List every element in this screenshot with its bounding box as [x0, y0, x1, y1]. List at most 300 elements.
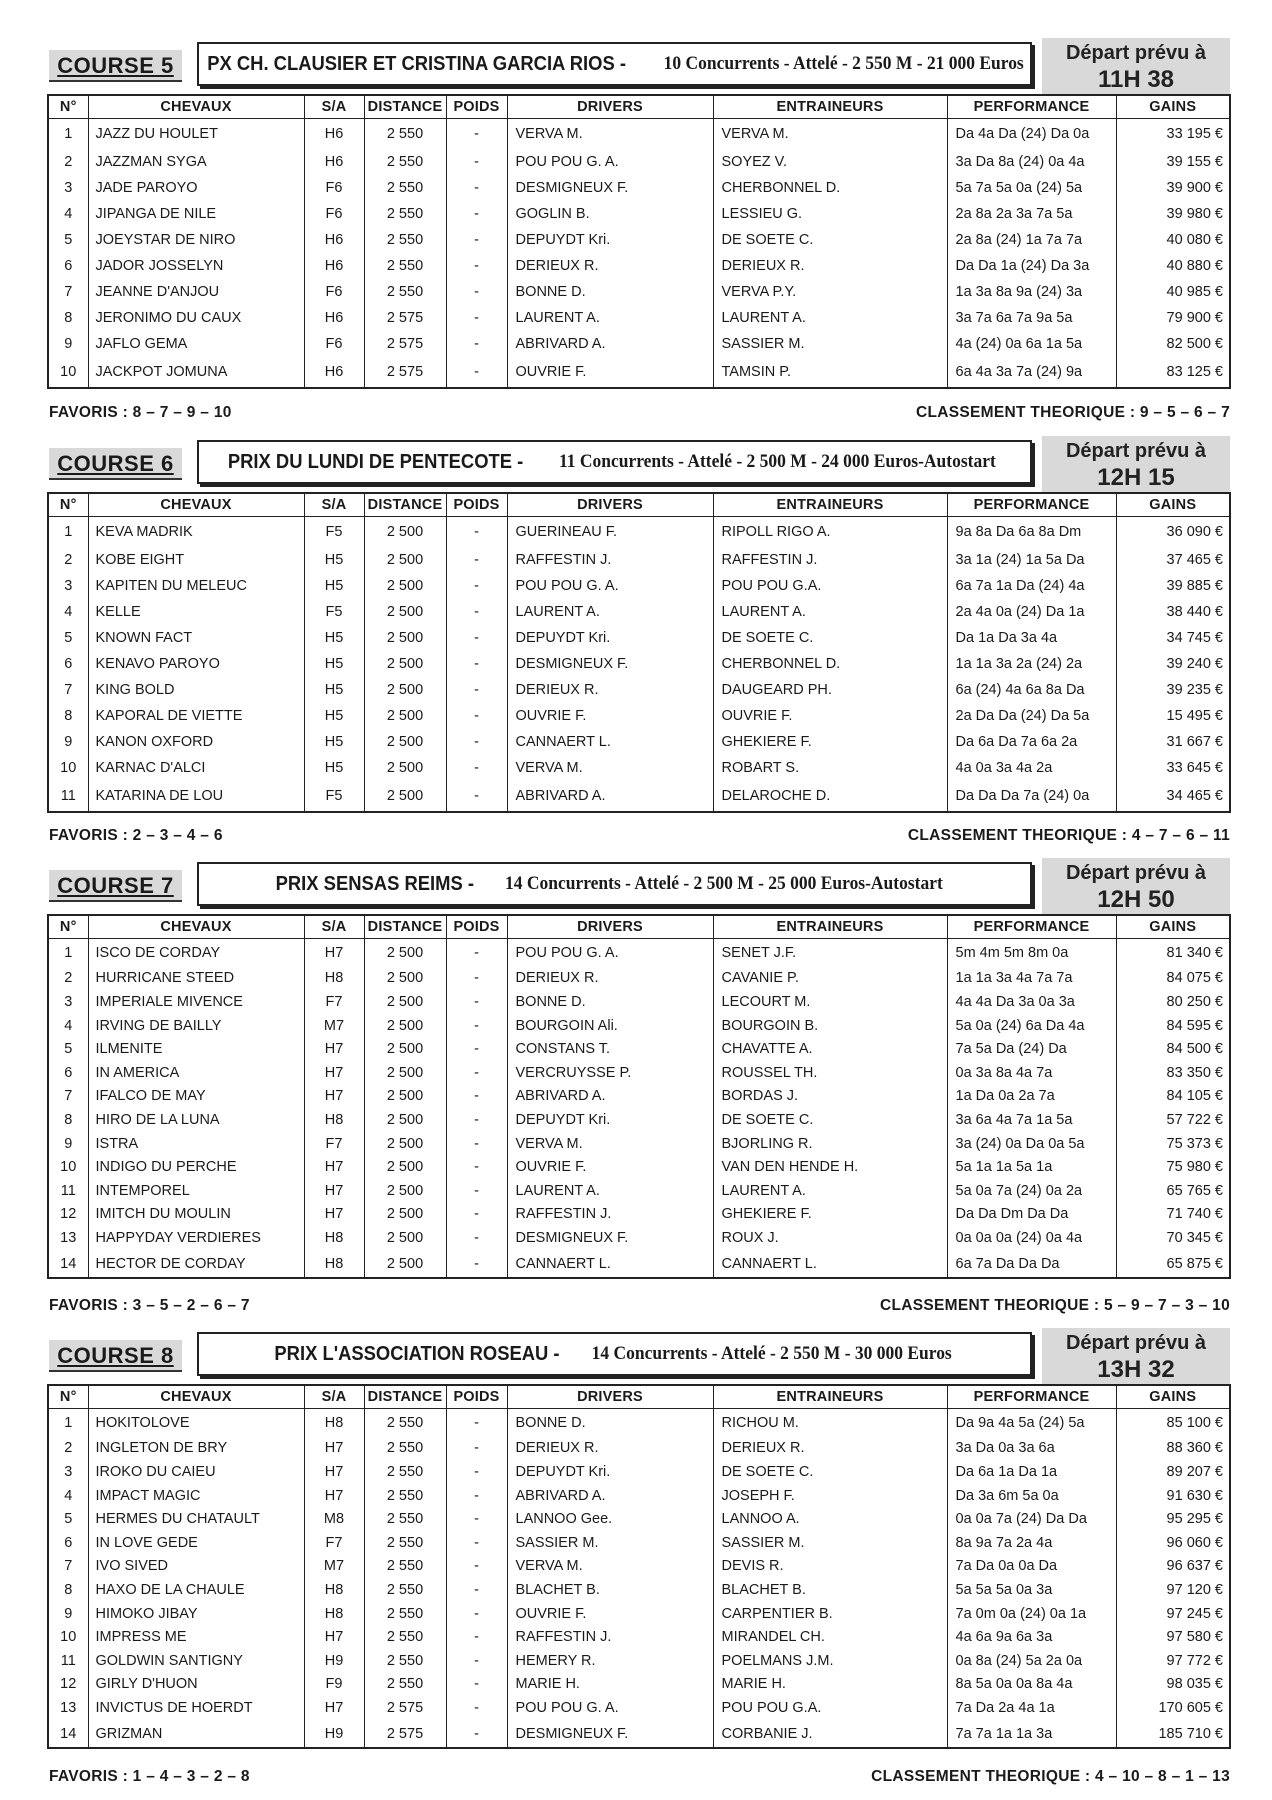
- table-row: [48, 331, 1230, 357]
- col-horse: KARNAC D'ALCI: [88, 755, 304, 781]
- col-distance: 2 550: [364, 1484, 446, 1508]
- col-driver: ABRIVARD A.: [507, 1085, 713, 1109]
- col-gains: 97 245 €: [1116, 1602, 1230, 1626]
- col-driver: CONSTANS T.: [507, 1037, 713, 1061]
- col-driver: BOURGOIN Ali.: [507, 1014, 713, 1038]
- col-sa: H8: [304, 967, 364, 991]
- table-row: [48, 651, 1230, 677]
- col-driver: ABRIVARD A.: [507, 781, 713, 812]
- column-header-poids: POIDS: [446, 915, 507, 938]
- col-driver: DESMIGNEUX F.: [507, 1720, 713, 1749]
- col-poids: -: [446, 1625, 507, 1649]
- col-horse: HERMES DU CHATAULT: [88, 1507, 304, 1531]
- col-performance: 0a 0a 7a (24) Da Da: [947, 1507, 1116, 1531]
- col-driver: RAFFESTIN J.: [507, 547, 713, 573]
- table-row: [48, 755, 1230, 781]
- col-horse: GIRLY D'HUON: [88, 1673, 304, 1697]
- table-row: [48, 1132, 1230, 1156]
- col-driver: OUVRIE F.: [507, 1602, 713, 1626]
- runners-table: [47, 914, 1231, 1279]
- table-row: [48, 599, 1230, 625]
- col-distance: 2 550: [364, 227, 446, 253]
- runners-table: [47, 1384, 1231, 1749]
- col-trainer: LECOURT M.: [713, 990, 947, 1014]
- col-gains: 84 105 €: [1116, 1085, 1230, 1109]
- col-driver: DERIEUX R.: [507, 677, 713, 703]
- col-trainer: LAURENT A.: [713, 305, 947, 331]
- col-gains: 40 080 €: [1116, 227, 1230, 253]
- col-num: 14: [48, 1720, 88, 1749]
- col-num: 5: [48, 1037, 88, 1061]
- col-sa: H7: [304, 1179, 364, 1203]
- col-trainer: DERIEUX R.: [713, 1437, 947, 1461]
- table-row: [48, 357, 1230, 388]
- col-poids: -: [446, 1531, 507, 1555]
- col-gains: 65 765 €: [1116, 1179, 1230, 1203]
- col-num: 14: [48, 1250, 88, 1279]
- col-gains: 37 465 €: [1116, 547, 1230, 573]
- col-horse: KING BOLD: [88, 677, 304, 703]
- column-header-horse: CHEVAUX: [88, 915, 304, 938]
- col-sa: H6: [304, 305, 364, 331]
- col-num: 8: [48, 703, 88, 729]
- race-title: PRIX SENSAS REIMS -: [275, 872, 474, 895]
- col-performance: 2a 8a 2a 3a 7a 5a: [947, 201, 1116, 227]
- col-sa: H6: [304, 149, 364, 175]
- col-gains: 75 373 €: [1116, 1132, 1230, 1156]
- col-poids: -: [446, 1061, 507, 1085]
- col-num: 8: [48, 1108, 88, 1132]
- table-row: [48, 227, 1230, 253]
- col-distance: 2 500: [364, 990, 446, 1014]
- column-header-trainer: ENTRAINEURS: [713, 95, 947, 118]
- table-header-row: [48, 95, 1230, 118]
- col-num: 6: [48, 1061, 88, 1085]
- col-sa: F7: [304, 1531, 364, 1555]
- table-row: [48, 118, 1230, 149]
- col-horse: KANON OXFORD: [88, 729, 304, 755]
- col-trainer: BJORLING R.: [713, 1132, 947, 1156]
- col-trainer: DEVIS R.: [713, 1555, 947, 1579]
- col-performance: 4a 4a Da 3a 0a 3a: [947, 990, 1116, 1014]
- col-performance: 6a 7a Da Da Da: [947, 1250, 1116, 1279]
- favoris-label: FAVORIS :: [49, 404, 129, 421]
- col-driver: DESMIGNEUX F.: [507, 651, 713, 677]
- col-num: 1: [48, 1408, 88, 1437]
- depart-time: 11H 38: [1097, 66, 1175, 93]
- favoris: [49, 1297, 250, 1315]
- col-performance: 5a 0a (24) 6a Da 4a: [947, 1014, 1116, 1038]
- col-poids: -: [446, 573, 507, 599]
- col-performance: 7a Da 0a 0a Da: [947, 1555, 1116, 1579]
- col-distance: 2 500: [364, 625, 446, 651]
- col-distance: 2 550: [364, 279, 446, 305]
- depart-time: 12H 15: [1097, 464, 1175, 491]
- col-gains: 39 900 €: [1116, 175, 1230, 201]
- col-horse: HIMOKO JIBAY: [88, 1602, 304, 1626]
- col-sa: H5: [304, 729, 364, 755]
- col-distance: 2 500: [364, 547, 446, 573]
- col-trainer: GHEKIERE F.: [713, 729, 947, 755]
- col-gains: 98 035 €: [1116, 1673, 1230, 1697]
- col-sa: F6: [304, 201, 364, 227]
- col-poids: -: [446, 990, 507, 1014]
- col-horse: KENAVO PAROYO: [88, 651, 304, 677]
- race-details: 10 Concurrents - Attelé - 2 550 M - 21 000 Euros: [664, 53, 1025, 74]
- col-distance: 2 550: [364, 1578, 446, 1602]
- race-title: PX CH. CLAUSIER ET CRISTINA GARCIA RIOS -: [207, 52, 627, 75]
- col-driver: VERVA M.: [507, 118, 713, 149]
- col-num: 11: [48, 1179, 88, 1203]
- col-distance: 2 575: [364, 1720, 446, 1749]
- col-performance: 5a 7a 5a 0a (24) 5a: [947, 175, 1116, 201]
- col-distance: 2 500: [364, 651, 446, 677]
- col-horse: GOLDWIN SANTIGNY: [88, 1649, 304, 1673]
- column-header-driver: DRIVERS: [507, 1385, 713, 1408]
- classement: [916, 404, 1230, 422]
- col-gains: 89 207 €: [1116, 1460, 1230, 1484]
- col-performance: 6a 7a 1a Da (24) 4a: [947, 573, 1116, 599]
- col-num: 7: [48, 279, 88, 305]
- col-horse: KEVA MADRIK: [88, 516, 304, 547]
- col-gains: 185 710 €: [1116, 1720, 1230, 1749]
- col-num: 2: [48, 547, 88, 573]
- runners-table: [47, 492, 1231, 813]
- col-performance: 7a Da 2a 4a 1a: [947, 1696, 1116, 1720]
- col-driver: CANNAERT L.: [507, 729, 713, 755]
- col-driver: RAFFESTIN J.: [507, 1203, 713, 1227]
- col-sa: H5: [304, 573, 364, 599]
- col-poids: -: [446, 1649, 507, 1673]
- col-horse: INTEMPOREL: [88, 1179, 304, 1203]
- table-header-row: [48, 493, 1230, 516]
- table-row: [48, 1085, 1230, 1109]
- race-details: 14 Concurrents - Attelé - 2 500 M - 25 000 Euros-Autostart: [505, 873, 944, 894]
- col-sa: F6: [304, 331, 364, 357]
- col-gains: 84 595 €: [1116, 1014, 1230, 1038]
- col-num: 7: [48, 1085, 88, 1109]
- col-poids: -: [446, 755, 507, 781]
- table-row: [48, 1037, 1230, 1061]
- classement: [908, 827, 1230, 845]
- col-trainer: TAMSIN P.: [713, 357, 947, 388]
- classement-label: CLASSEMENT THEORIQUE :: [915, 404, 1136, 421]
- col-trainer: DE SOETE C.: [713, 1460, 947, 1484]
- col-horse: JOEYSTAR DE NIRO: [88, 227, 304, 253]
- col-performance: 3a Da 0a 3a 6a: [947, 1437, 1116, 1461]
- col-performance: 7a 5a Da (24) Da: [947, 1037, 1116, 1061]
- col-sa: H6: [304, 227, 364, 253]
- table-row: [48, 1226, 1230, 1250]
- col-num: 5: [48, 625, 88, 651]
- race-title-box: [197, 1332, 1032, 1376]
- col-horse: HIRO DE LA LUNA: [88, 1108, 304, 1132]
- table-row: [48, 547, 1230, 573]
- col-driver: DESMIGNEUX F.: [507, 1226, 713, 1250]
- classement: [880, 1297, 1230, 1315]
- race-details: 11 Concurrents - Attelé - 2 500 M - 24 000 Euros-Autostart: [558, 451, 996, 472]
- col-sa: H6: [304, 253, 364, 279]
- table-row: [48, 1250, 1230, 1279]
- col-driver: POU POU G. A.: [507, 573, 713, 599]
- col-poids: -: [446, 1696, 507, 1720]
- col-horse: HOKITOLOVE: [88, 1408, 304, 1437]
- table-row: [48, 990, 1230, 1014]
- column-header-trainer: ENTRAINEURS: [713, 493, 947, 516]
- table-row: [48, 677, 1230, 703]
- col-sa: H7: [304, 938, 364, 967]
- depart-box: [1042, 1328, 1230, 1384]
- favoris-value: 8 – 7 – 9 – 10: [132, 404, 232, 421]
- col-driver: BONNE D.: [507, 1408, 713, 1437]
- col-poids: -: [446, 938, 507, 967]
- col-distance: 2 500: [364, 516, 446, 547]
- col-sa: H5: [304, 703, 364, 729]
- col-distance: 2 550: [364, 175, 446, 201]
- classement-label: CLASSEMENT THEORIQUE :: [907, 827, 1128, 844]
- col-distance: 2 500: [364, 1037, 446, 1061]
- col-gains: 34 465 €: [1116, 781, 1230, 812]
- col-distance: 2 550: [364, 118, 446, 149]
- col-gains: 15 495 €: [1116, 703, 1230, 729]
- col-driver: SASSIER M.: [507, 1531, 713, 1555]
- col-trainer: BORDAS J.: [713, 1085, 947, 1109]
- col-poids: -: [446, 1014, 507, 1038]
- col-driver: POU POU G. A.: [507, 149, 713, 175]
- col-horse: KAPITEN DU MELEUC: [88, 573, 304, 599]
- table-row: [48, 1014, 1230, 1038]
- col-num: 11: [48, 781, 88, 812]
- table-row: [48, 967, 1230, 991]
- col-performance: 5m 4m 5m 8m 0a: [947, 938, 1116, 967]
- col-poids: -: [446, 1155, 507, 1179]
- col-gains: 170 605 €: [1116, 1696, 1230, 1720]
- col-performance: 5a 5a 5a 0a 3a: [947, 1578, 1116, 1602]
- col-driver: LANNOO Gee.: [507, 1507, 713, 1531]
- col-trainer: ROUX J.: [713, 1226, 947, 1250]
- col-distance: 2 500: [364, 1108, 446, 1132]
- col-sa: F7: [304, 990, 364, 1014]
- col-driver: LAURENT A.: [507, 599, 713, 625]
- column-header-horse: CHEVAUX: [88, 95, 304, 118]
- col-performance: 3a 7a 6a 7a 9a 5a: [947, 305, 1116, 331]
- column-header-distance: DISTANCE: [364, 1385, 446, 1408]
- col-performance: Da 3a 6m 5a 0a: [947, 1484, 1116, 1508]
- col-poids: -: [446, 175, 507, 201]
- col-horse: INGLETON DE BRY: [88, 1437, 304, 1461]
- classement-value: 5 – 9 – 7 – 3 – 10: [1103, 1297, 1230, 1314]
- classement: [871, 1768, 1230, 1786]
- col-poids: -: [446, 547, 507, 573]
- col-distance: 2 550: [364, 149, 446, 175]
- col-trainer: DAUGEARD PH.: [713, 677, 947, 703]
- race-title-box: [197, 42, 1032, 86]
- col-poids: -: [446, 305, 507, 331]
- column-header-num: N°: [48, 915, 88, 938]
- col-distance: 2 575: [364, 305, 446, 331]
- col-gains: 33 645 €: [1116, 755, 1230, 781]
- table-row: [48, 1437, 1230, 1461]
- table-header-row: [48, 915, 1230, 938]
- col-sa: H5: [304, 625, 364, 651]
- table-row: [48, 1155, 1230, 1179]
- col-poids: -: [446, 253, 507, 279]
- col-trainer: VERVA P.Y.: [713, 279, 947, 305]
- col-sa: H7: [304, 1061, 364, 1085]
- column-header-gains: GAINS: [1116, 493, 1230, 516]
- col-gains: 40 880 €: [1116, 253, 1230, 279]
- depart-box: [1042, 436, 1230, 492]
- table-row: [48, 1108, 1230, 1132]
- runners-table: [47, 94, 1231, 389]
- col-distance: 2 550: [364, 1625, 446, 1649]
- col-gains: 75 980 €: [1116, 1155, 1230, 1179]
- col-gains: 83 125 €: [1116, 357, 1230, 388]
- col-trainer: BOURGOIN B.: [713, 1014, 947, 1038]
- col-horse: ISTRA: [88, 1132, 304, 1156]
- col-distance: 2 550: [364, 1673, 446, 1697]
- column-header-performance: PERFORMANCE: [947, 1385, 1116, 1408]
- col-poids: -: [446, 201, 507, 227]
- course-footer: [49, 827, 1230, 849]
- col-horse: ILMENITE: [88, 1037, 304, 1061]
- col-gains: 85 100 €: [1116, 1408, 1230, 1437]
- col-driver: ABRIVARD A.: [507, 1484, 713, 1508]
- col-distance: 2 575: [364, 357, 446, 388]
- classement-value: 4 – 10 – 8 – 1 – 13: [1095, 1768, 1230, 1785]
- col-sa: H7: [304, 1085, 364, 1109]
- favoris-label: FAVORIS :: [49, 1297, 129, 1314]
- classement-value: 9 – 5 – 6 – 7: [1139, 404, 1230, 421]
- col-trainer: DE SOETE C.: [713, 1108, 947, 1132]
- table-row: [48, 1203, 1230, 1227]
- col-trainer: SENET J.F.: [713, 938, 947, 967]
- col-performance: 2a 4a 0a (24) Da 1a: [947, 599, 1116, 625]
- col-sa: F7: [304, 1132, 364, 1156]
- col-sa: F6: [304, 175, 364, 201]
- col-num: 10: [48, 1155, 88, 1179]
- col-gains: 65 875 €: [1116, 1250, 1230, 1279]
- col-driver: DERIEUX R.: [507, 253, 713, 279]
- col-performance: 7a 0m 0a (24) 0a 1a: [947, 1602, 1116, 1626]
- course-section: [0, 428, 1272, 844]
- col-trainer: GHEKIERE F.: [713, 1203, 947, 1227]
- table-row: [48, 1460, 1230, 1484]
- col-trainer: LESSIEU G.: [713, 201, 947, 227]
- col-driver: DERIEUX R.: [507, 1437, 713, 1461]
- col-trainer: LANNOO A.: [713, 1507, 947, 1531]
- col-distance: 2 500: [364, 938, 446, 967]
- col-num: 3: [48, 1460, 88, 1484]
- col-num: 9: [48, 1132, 88, 1156]
- col-poids: -: [446, 1460, 507, 1484]
- course-section: [0, 850, 1272, 1314]
- col-driver: POU POU G. A.: [507, 938, 713, 967]
- col-driver: HEMERY R.: [507, 1649, 713, 1673]
- col-driver: LAURENT A.: [507, 305, 713, 331]
- column-header-poids: POIDS: [446, 1385, 507, 1408]
- depart-label: Départ prévu à: [1065, 862, 1207, 884]
- col-horse: KNOWN FACT: [88, 625, 304, 651]
- col-sa: H8: [304, 1578, 364, 1602]
- col-sa: H7: [304, 1625, 364, 1649]
- col-sa: H8: [304, 1250, 364, 1279]
- col-poids: -: [446, 1507, 507, 1531]
- col-performance: 0a 3a 8a 4a 7a: [947, 1061, 1116, 1085]
- col-gains: 39 980 €: [1116, 201, 1230, 227]
- col-poids: -: [446, 1250, 507, 1279]
- col-gains: 97 580 €: [1116, 1625, 1230, 1649]
- col-horse: JADE PAROYO: [88, 175, 304, 201]
- col-distance: 2 500: [364, 1085, 446, 1109]
- col-poids: -: [446, 1037, 507, 1061]
- course-header: [0, 30, 1272, 98]
- col-distance: 2 500: [364, 1179, 446, 1203]
- col-distance: 2 500: [364, 703, 446, 729]
- col-performance: 4a 0a 3a 4a 2a: [947, 755, 1116, 781]
- column-header-poids: POIDS: [446, 95, 507, 118]
- col-gains: 38 440 €: [1116, 599, 1230, 625]
- favoris-label: FAVORIS :: [49, 827, 129, 844]
- col-horse: JAZZMAN SYGA: [88, 149, 304, 175]
- col-num: 7: [48, 677, 88, 703]
- column-header-num: N°: [48, 1385, 88, 1408]
- col-distance: 2 500: [364, 967, 446, 991]
- col-num: 2: [48, 149, 88, 175]
- col-poids: -: [446, 227, 507, 253]
- col-trainer: CHAVATTE A.: [713, 1037, 947, 1061]
- col-num: 2: [48, 1437, 88, 1461]
- col-poids: -: [446, 1437, 507, 1461]
- col-gains: 95 295 €: [1116, 1507, 1230, 1531]
- col-horse: INDIGO DU PERCHE: [88, 1155, 304, 1179]
- col-num: 3: [48, 990, 88, 1014]
- classement-value: 4 – 7 – 6 – 11: [1131, 827, 1230, 844]
- table-row: [48, 1408, 1230, 1437]
- col-horse: HAPPYDAY VERDIERES: [88, 1226, 304, 1250]
- col-poids: -: [446, 357, 507, 388]
- col-performance: Da 6a Da 7a 6a 2a: [947, 729, 1116, 755]
- course-footer: [49, 1297, 1230, 1319]
- col-driver: OUVRIE F.: [507, 357, 713, 388]
- col-sa: F5: [304, 599, 364, 625]
- col-sa: H6: [304, 118, 364, 149]
- col-gains: 36 090 €: [1116, 516, 1230, 547]
- race-title-box: [197, 862, 1032, 906]
- col-num: 10: [48, 755, 88, 781]
- column-header-gains: GAINS: [1116, 1385, 1230, 1408]
- col-performance: 0a 0a 0a (24) 0a 4a: [947, 1226, 1116, 1250]
- col-distance: 2 550: [364, 1602, 446, 1626]
- col-distance: 2 500: [364, 781, 446, 812]
- table-row: [48, 516, 1230, 547]
- col-horse: INVICTUS DE HOERDT: [88, 1696, 304, 1720]
- col-performance: 5a 1a 1a 5a 1a: [947, 1155, 1116, 1179]
- col-num: 13: [48, 1696, 88, 1720]
- race-title-box: [197, 440, 1032, 484]
- col-performance: 4a (24) 0a 6a 1a 5a: [947, 331, 1116, 357]
- col-num: 1: [48, 516, 88, 547]
- col-performance: 8a 9a 7a 2a 4a: [947, 1531, 1116, 1555]
- col-performance: 3a Da 8a (24) 0a 4a: [947, 149, 1116, 175]
- col-distance: 2 500: [364, 1155, 446, 1179]
- table-row: [48, 1696, 1230, 1720]
- table-row: [48, 625, 1230, 651]
- col-horse: IMPRESS ME: [88, 1625, 304, 1649]
- col-trainer: POU POU G.A.: [713, 573, 947, 599]
- col-trainer: CHERBONNEL D.: [713, 651, 947, 677]
- col-horse: JERONIMO DU CAUX: [88, 305, 304, 331]
